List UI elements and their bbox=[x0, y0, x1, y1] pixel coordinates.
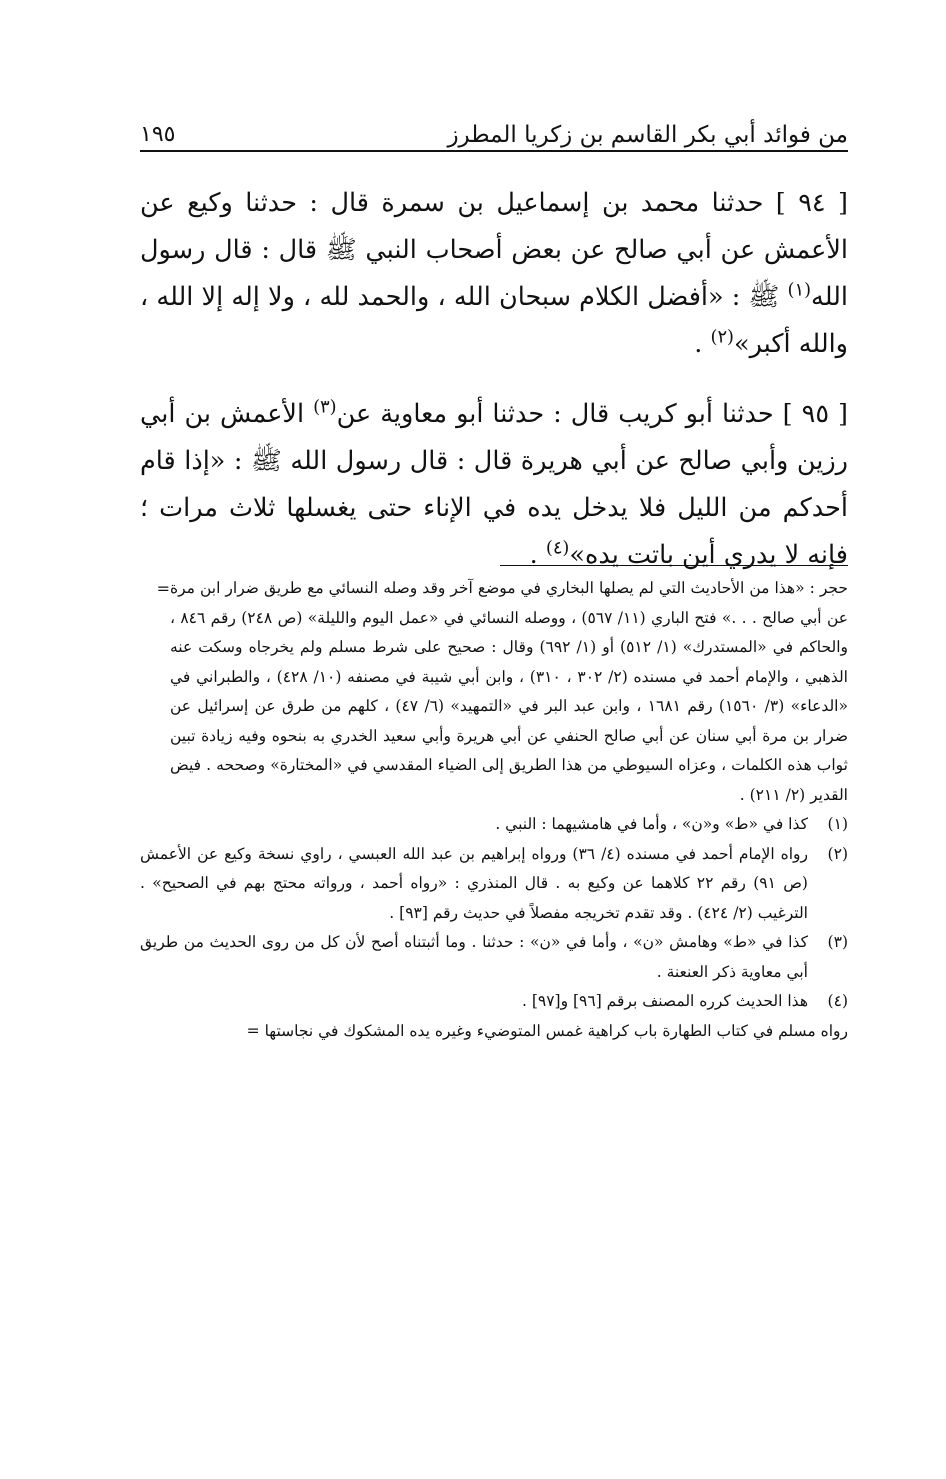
running-header bbox=[140, 112, 848, 152]
hadith-95-text-b: الأعمش بن أبي رزين وأبي صالح عن أبي هريرة قال : قال رسول الله ﷺ : «إذا قام أحدكم من الليل فلا يدخل يده في الإناء حتى يغسلها ثلاث مرات ؛ فإنه لا يدري أين باتت يده» bbox=[140, 399, 848, 570]
footnote-text: كذا في «ط» و«ن» ، وأما في هامشيهما : النبي . bbox=[495, 815, 808, 833]
hadith-94-text-a: [ ٩٤ ] حدثنا محمد بن إسماعيل بن سمرة قال : حدثنا وكيع عن الأعمش عن أبي صالح عن بعض أصحاب النبي ﷺ قال : قال رسول الله bbox=[140, 188, 848, 312]
hadith-95 bbox=[140, 391, 848, 579]
footnote-text: كذا في «ط» وهامش «ن» ، وأما في «ن» : حدثنا . وما أثبتناه أصح لأن كل من روى الحديث من طريق أبي معاوية ذكر العنعنة . bbox=[140, 933, 808, 981]
footnote-ref-3: (٣) bbox=[313, 396, 337, 418]
hadith-94-end: . bbox=[694, 329, 711, 359]
footnote-continuation-text: حجر : «هذا من الأحاديث التي لم يصلها البخاري في موضع آخر وقد وصله النسائي مع طريق ضرار ابن مرة عن أبي صالح . . .» فتح الباري (١١/ ٥٦٧) ، ووصله النسائي في «عمل اليوم والليلة» (ص ٢٤٨) رقم ٨٤٦ ، والحاكم في «المستدرك» (١/ ٥١٢) أو (١/ ٦٩٢) وقال : صحيح على شرط مسلم ولم يخرجاه وسكت عنه الذهبي ، والإمام أحمد في مسنده (٢/ ٣٠٢ ، ٣١٠) ، وابن أبي شيبة في مصنفه (١٠/ ٤٢٨) ، والطبراني في «الدعاء» (٣/ ١٥٦٠) رقم ١٦٨١ ، وابن عبد البر في «التمهيد» (٦/ ٤٧) ، كلهم من طرق عن إسرائيل عن ضرار بن مرة أبي سنان عن أبي صالح الحنفي عن أبي هريرة وأبي سعيد الخدري به بنحوه وفيه زيادة تبين ثواب هذه الكلمات ، وعزاه السيوطي من هذا الطريق إلى الضياء المقدسي في «المختارة» وصححه . فيض القدير (٢/ ٢١١) . bbox=[170, 579, 849, 804]
footnote-separator bbox=[500, 565, 848, 566]
footnote-bottom-line: رواه مسلم في كتاب الطهارة باب كراهية غمس المتوضيء وغيره يده المشكوك في نجاستها = bbox=[246, 1021, 848, 1040]
footnote-1 bbox=[140, 810, 848, 840]
footnote-text: هذا الحديث كرره المصنف برقم [٩٦] و[٩٧] . bbox=[521, 992, 808, 1010]
hadith-95-text-a: [ ٩٥ ] حدثنا أبو كريب قال : حدثنا أبو معاوية عن bbox=[336, 399, 849, 429]
footnote-continuation bbox=[140, 574, 848, 810]
footnote-number: (٢) bbox=[827, 844, 848, 863]
footnote-text: رواه الإمام أحمد في مسنده (٤/ ٣٦) ورواه إبراهيم بن عبد الله العبسي ، راوي نسخة وكيع عن الأعمش (ص ٩١) رقم ٢٢ كلاهما عن وكيع به . قال المنذري : «رواه أحمد ، ورواته محتج بهم في الصحيح» . الترغيب (٢/ ٤٢٤) . وقد تقدم تخريجه مفصلاً في حديث رقم [٩٣] . bbox=[140, 844, 808, 922]
footnotes bbox=[140, 574, 848, 1046]
footnote-ref-2: (٢) bbox=[710, 326, 735, 348]
continuation-mark: = bbox=[156, 579, 170, 598]
hadith-94 bbox=[140, 180, 848, 368]
book-title: من فوائد أبي بكر القاسم بن زكريا المطرز bbox=[447, 122, 848, 148]
hadith-94-text-b: ﷺ : «أفضل الكلام سبحان الله ، والحمد لله ، ولا إله إلا الله ، والله أكبر» bbox=[140, 282, 848, 359]
footnote-ref-1: (١) bbox=[787, 279, 812, 301]
footnote-2 bbox=[140, 840, 848, 929]
footnote-number: (٤) bbox=[827, 992, 848, 1010]
footnote-4 bbox=[140, 987, 848, 1017]
header-rule bbox=[140, 150, 848, 152]
page-number: ١٩٥ bbox=[140, 122, 176, 147]
hadith-95-end: . bbox=[529, 540, 546, 570]
footnote-number: (٣) bbox=[827, 933, 848, 951]
main-text bbox=[140, 180, 848, 579]
footnote-ref-4: (٤) bbox=[545, 537, 570, 559]
footnote-3 bbox=[140, 928, 848, 987]
footnote-number: (١) bbox=[827, 815, 848, 833]
